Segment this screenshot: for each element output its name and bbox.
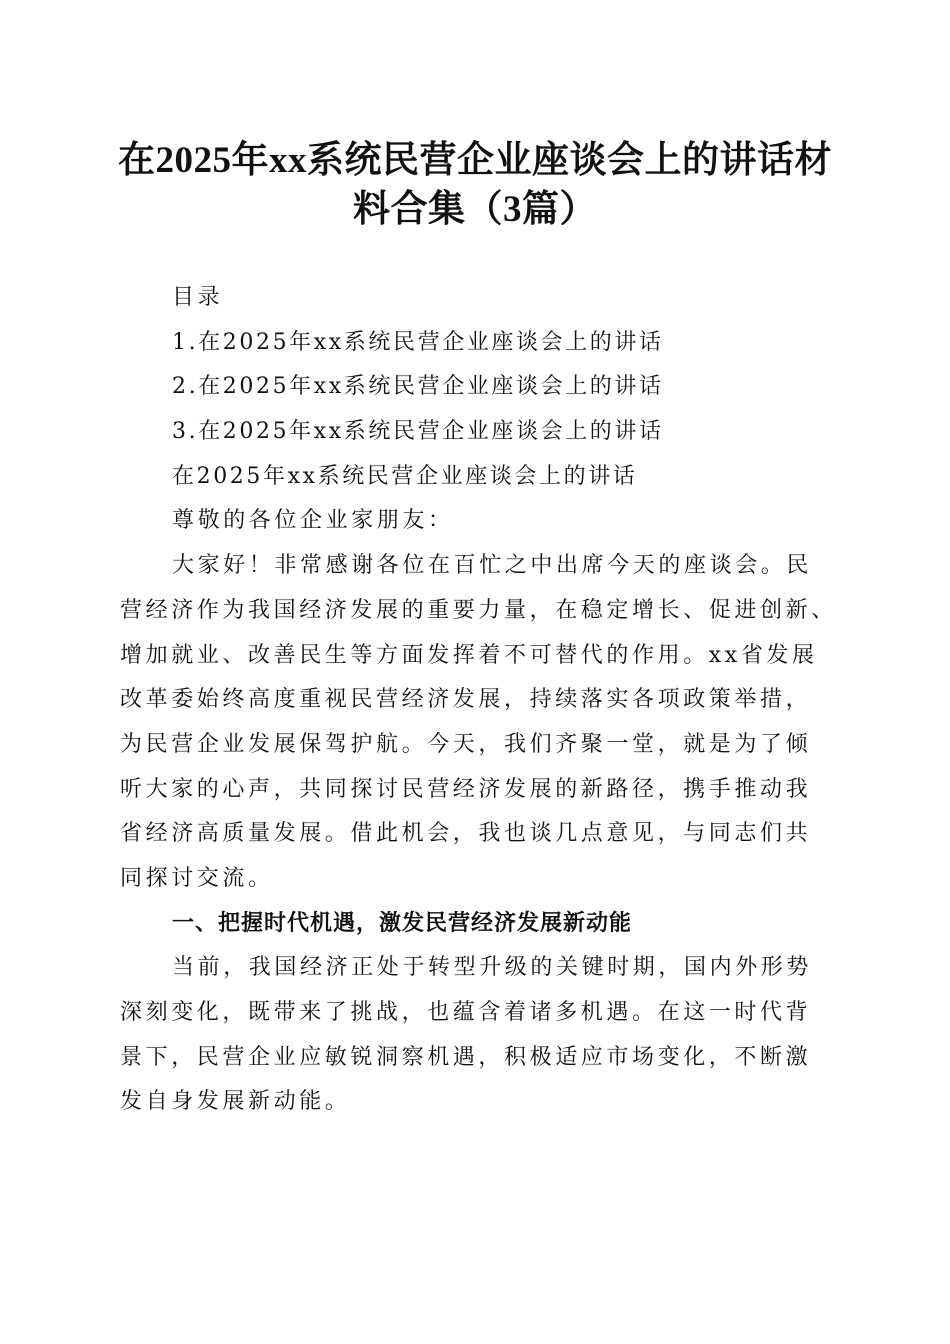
- paragraph-line: 为民营企业发展保驾护航。今天，我们齐聚一堂，就是为了倾: [120, 731, 812, 757]
- paragraph-line: 省经济高质量发展。借此机会，我也谈几点意见，与同志们共: [120, 821, 812, 847]
- paragraph-line: 营经济作为我国经济发展的重要力量，在稳定增长、促进创新、: [120, 597, 837, 623]
- toc-item-1: 1.在2025年xx系统民营企业座谈会上的讲话: [172, 329, 664, 355]
- toc-label: 目录: [172, 285, 224, 310]
- paragraph-line: 当前，我国经济正处于转型升级的关键时期，国内外形势: [172, 955, 813, 981]
- paragraph-line: 大家好！非常感谢各位在百忙之中出席今天的座谈会。民: [172, 553, 813, 579]
- paragraph-line: 听大家的心声，共同探讨民营经济发展的新路径，携手推动我: [120, 776, 812, 802]
- paragraph-2: [120, 946, 832, 1125]
- toc-item-3: 3.在2025年xx系统民营企业座谈会上的讲话: [172, 419, 664, 445]
- paragraph-line: 深刻变化，既带来了挑战，也蕴含着诸多机遇。在这一时代背: [120, 1000, 812, 1025]
- title-line-2: 料合集（3篇）: [353, 189, 597, 230]
- paragraph-line: 增加就业、改善民生等方面发挥着不可替代的作用。xx省发展: [120, 642, 818, 668]
- document-body: [120, 276, 837, 1125]
- document-title: [100, 136, 850, 234]
- paragraph-line: 景下，民营企业应敏锐洞察机遇，积极适应市场变化，不断激: [120, 1044, 812, 1070]
- section-heading-1: 一、把握时代机遇，激发民营经济发展新动能: [172, 910, 633, 936]
- speech-title: 在2025年xx系统民营企业座谈会上的讲话: [172, 463, 638, 489]
- paragraph-line: 改革委始终高度重视民营经济发展，持续落实各项政策举措，: [120, 687, 812, 713]
- toc-item-2: 2.在2025年xx系统民营企业座谈会上的讲话: [172, 374, 664, 400]
- salutation: 尊敬的各位企业家朋友：: [172, 508, 454, 534]
- paragraph-1: [120, 544, 837, 902]
- title-line-1: 在2025年xx系统民营企业座谈会上的讲话材: [118, 140, 832, 181]
- paragraph-line: 发自身发展新动能。: [120, 1089, 351, 1115]
- paragraph-line: 同探讨交流。: [120, 865, 274, 891]
